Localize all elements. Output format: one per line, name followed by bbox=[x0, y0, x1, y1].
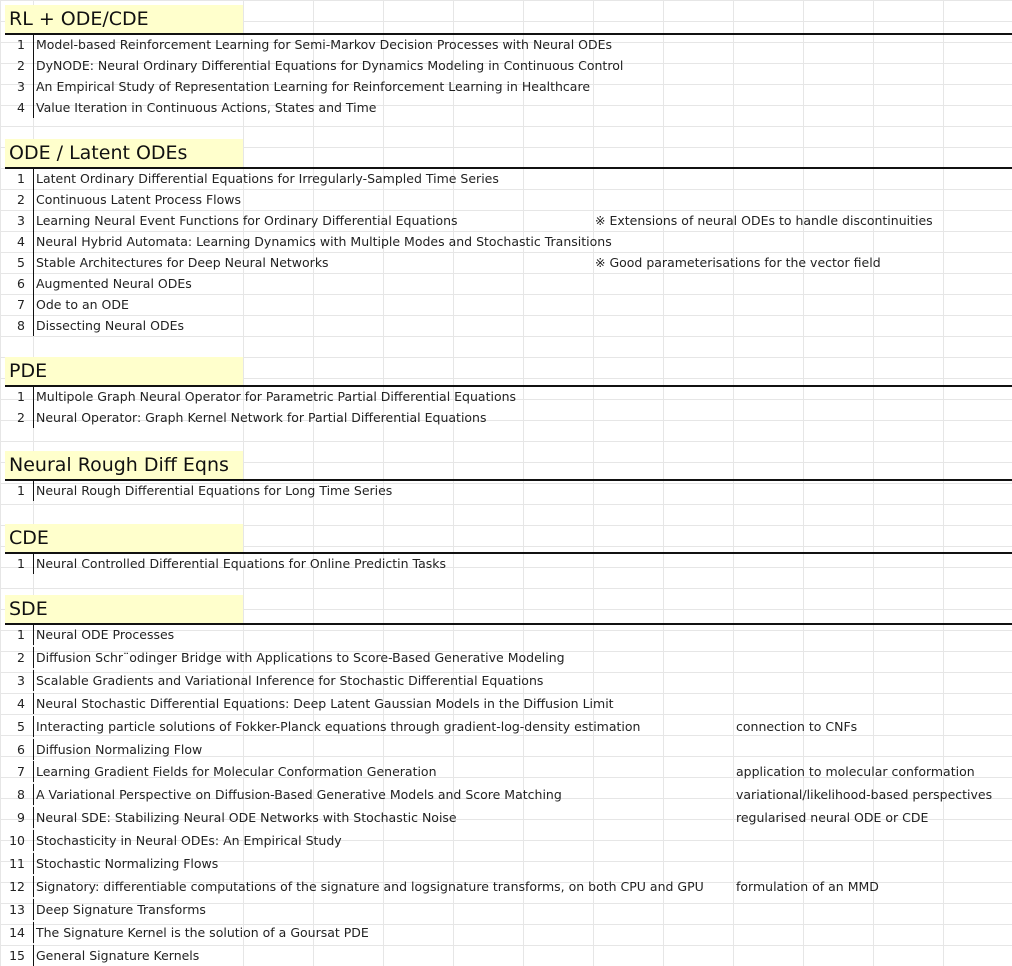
paper-title[interactable]: Neural SDE: Stabilizing Neural ODE Networks with Stochastic Noise bbox=[36, 810, 457, 826]
section-header[interactable]: Neural Rough Diff Eqns bbox=[5, 451, 243, 480]
table-row[interactable] bbox=[0, 386, 1012, 407]
paper-title[interactable]: The Signature Kernel is the solution of a Goursat PDE bbox=[36, 924, 369, 940]
paper-title[interactable]: An Empirical Study of Representation Learning for Reinforcement Learning in Healthcare bbox=[36, 79, 591, 94]
row-divider bbox=[33, 386, 34, 407]
row-divider bbox=[33, 553, 34, 574]
table-row[interactable] bbox=[0, 553, 1012, 574]
row-divider bbox=[33, 294, 34, 315]
paper-title[interactable]: Deep Signature Transforms bbox=[36, 901, 206, 917]
row-divider bbox=[33, 807, 34, 828]
paper-title[interactable]: General Signature Kernels bbox=[36, 947, 200, 963]
section-header[interactable]: CDE bbox=[5, 524, 243, 553]
row-number: 3 bbox=[17, 213, 25, 228]
row-number: 3 bbox=[17, 79, 25, 94]
table-row[interactable] bbox=[0, 853, 1012, 874]
table-row[interactable] bbox=[0, 189, 1012, 210]
paper-note[interactable]: regularised neural ODE or CDE bbox=[736, 810, 929, 826]
row-number: 3 bbox=[17, 672, 25, 688]
paper-note[interactable]: formulation of an MMD bbox=[736, 878, 879, 894]
table-row[interactable] bbox=[0, 76, 1012, 97]
row-divider bbox=[33, 922, 34, 943]
row-divider bbox=[33, 76, 34, 97]
paper-title[interactable]: Neural Rough Differential Equations for Long Time Series bbox=[36, 483, 393, 498]
paper-title[interactable]: Multipole Graph Neural Operator for Parametric Partial Differential Equations bbox=[36, 389, 517, 404]
row-number: 12 bbox=[9, 878, 25, 894]
row-number: 5 bbox=[17, 255, 25, 270]
paper-title[interactable]: Neural ODE Processes bbox=[36, 627, 175, 642]
row-divider bbox=[33, 739, 34, 760]
section-header[interactable]: SDE bbox=[5, 595, 243, 624]
row-divider bbox=[33, 693, 34, 714]
row-number: 8 bbox=[17, 787, 25, 803]
paper-title[interactable]: Diffusion Normalizing Flow bbox=[36, 741, 203, 757]
table-row[interactable] bbox=[0, 480, 1012, 501]
table-row[interactable] bbox=[0, 210, 1012, 231]
row-divider bbox=[33, 210, 34, 231]
row-number: 8 bbox=[17, 318, 25, 333]
row-divider bbox=[33, 252, 34, 273]
row-number: 1 bbox=[17, 483, 25, 498]
table-row[interactable] bbox=[0, 876, 1012, 897]
table-row[interactable] bbox=[0, 55, 1012, 76]
paper-title[interactable]: Scalable Gradients and Variational Inference for Stochastic Differential Equations bbox=[36, 672, 544, 688]
row-number: 4 bbox=[17, 234, 25, 249]
row-divider bbox=[33, 647, 34, 668]
table-row[interactable] bbox=[0, 97, 1012, 118]
paper-note[interactable]: connection to CNFs bbox=[736, 718, 858, 734]
row-divider bbox=[33, 716, 34, 737]
row-divider bbox=[33, 761, 34, 782]
row-divider bbox=[33, 899, 34, 920]
table-row[interactable] bbox=[0, 807, 1012, 828]
row-divider bbox=[33, 784, 34, 805]
row-divider bbox=[33, 876, 34, 897]
paper-title[interactable]: Stochastic Normalizing Flows bbox=[36, 856, 219, 871]
paper-title[interactable]: Learning Neural Event Functions for Ordinary Differential Equations bbox=[36, 213, 458, 228]
row-number: 5 bbox=[17, 718, 25, 734]
row-divider bbox=[33, 315, 34, 336]
row-divider bbox=[33, 624, 34, 645]
paper-title[interactable]: Signatory: differentiable computations of the signature and logsignature transforms, on both CPU and GPU bbox=[36, 878, 704, 894]
row-number: 7 bbox=[17, 297, 25, 312]
paper-title[interactable]: Dissecting Neural ODEs bbox=[36, 318, 184, 333]
row-number: 15 bbox=[9, 947, 25, 963]
paper-title[interactable]: Stable Architectures for Deep Neural Networks bbox=[36, 255, 329, 270]
row-number: 4 bbox=[17, 695, 25, 711]
row-divider bbox=[33, 945, 34, 966]
table-row[interactable] bbox=[0, 647, 1012, 668]
paper-note[interactable]: variational/likelihood-based perspectives bbox=[736, 787, 993, 803]
paper-title[interactable]: Neural Operator: Graph Kernel Network for Partial Differential Equations bbox=[36, 410, 487, 425]
paper-note[interactable]: ※ Extensions of neural ODEs to handle discontinuities bbox=[595, 213, 933, 228]
row-number: 2 bbox=[17, 192, 25, 207]
row-divider bbox=[33, 97, 34, 118]
table-row[interactable] bbox=[0, 273, 1012, 294]
row-divider bbox=[33, 670, 34, 691]
paper-title[interactable]: Diffusion Schr¨odinger Bridge with Applications to Score-Based Generative Modeling bbox=[36, 649, 565, 665]
row-number: 1 bbox=[17, 627, 25, 642]
row-number: 4 bbox=[17, 100, 25, 115]
paper-note[interactable]: ※ Good parameterisations for the vector field bbox=[595, 255, 881, 270]
table-row[interactable] bbox=[0, 739, 1012, 760]
paper-title[interactable]: Neural Hybrid Automata: Learning Dynamics with Multiple Modes and Stochastic Transitions bbox=[36, 234, 612, 249]
row-number: 14 bbox=[9, 924, 25, 940]
paper-title[interactable]: Latent Ordinary Differential Equations for Irregularly-Sampled Time Series bbox=[36, 171, 499, 186]
table-row[interactable] bbox=[0, 922, 1012, 943]
row-number: 10 bbox=[9, 833, 25, 849]
table-row[interactable] bbox=[0, 945, 1012, 966]
row-number: 2 bbox=[17, 410, 25, 425]
row-divider bbox=[33, 34, 34, 55]
row-number: 6 bbox=[17, 276, 25, 291]
table-row[interactable] bbox=[0, 693, 1012, 714]
paper-title[interactable]: DyNODE: Neural Ordinary Differential Equations for Dynamics Modeling in Continuous Control bbox=[36, 58, 624, 73]
row-divider bbox=[33, 168, 34, 189]
row-number: 2 bbox=[17, 649, 25, 665]
row-number: 9 bbox=[17, 810, 25, 826]
row-divider bbox=[33, 853, 34, 874]
row-number: 7 bbox=[17, 764, 25, 780]
row-number: 11 bbox=[9, 856, 25, 871]
table-row[interactable] bbox=[0, 315, 1012, 336]
row-divider bbox=[33, 231, 34, 252]
row-number: 6 bbox=[17, 741, 25, 757]
section-header[interactable]: RL + ODE/CDE bbox=[5, 5, 243, 34]
row-divider bbox=[33, 55, 34, 76]
table-row[interactable] bbox=[0, 231, 1012, 252]
paper-title[interactable]: Augmented Neural ODEs bbox=[36, 276, 192, 291]
table-row[interactable] bbox=[0, 624, 1012, 645]
row-divider bbox=[33, 480, 34, 501]
row-divider bbox=[33, 830, 34, 851]
table-row[interactable] bbox=[0, 670, 1012, 691]
section-header[interactable]: ODE / Latent ODEs bbox=[5, 139, 243, 168]
row-number: 1 bbox=[17, 389, 25, 404]
paper-title[interactable]: A Variational Perspective on Diffusion-Based Generative Models and Score Matching bbox=[36, 787, 562, 803]
table-row[interactable] bbox=[0, 716, 1012, 737]
row-number: 1 bbox=[17, 171, 25, 186]
table-row[interactable] bbox=[0, 407, 1012, 428]
table-row[interactable] bbox=[0, 899, 1012, 920]
table-row[interactable] bbox=[0, 168, 1012, 189]
table-row[interactable] bbox=[0, 784, 1012, 805]
paper-title[interactable]: Value Iteration in Continuous Actions, States and Time bbox=[36, 100, 377, 115]
table-row[interactable] bbox=[0, 761, 1012, 782]
paper-title[interactable]: Learning Gradient Fields for Molecular Conformation Generation bbox=[36, 764, 437, 780]
paper-title[interactable]: Neural Stochastic Differential Equations: Deep Latent Gaussian Models in the Diffusion Limit bbox=[36, 695, 614, 711]
paper-note[interactable]: application to molecular conformation bbox=[736, 764, 975, 780]
row-divider bbox=[33, 189, 34, 210]
table-row[interactable] bbox=[0, 830, 1012, 851]
row-number: 13 bbox=[9, 901, 25, 917]
table-row[interactable] bbox=[0, 294, 1012, 315]
section-header[interactable]: PDE bbox=[5, 357, 243, 386]
paper-title[interactable]: Continuous Latent Process Flows bbox=[36, 192, 242, 207]
paper-title[interactable]: Ode to an ODE bbox=[36, 297, 129, 312]
paper-title[interactable]: Model-based Reinforcement Learning for Semi-Markov Decision Processes with Neural ODEs bbox=[36, 37, 613, 52]
row-number: 1 bbox=[17, 556, 25, 571]
row-number: 2 bbox=[17, 58, 25, 73]
row-divider bbox=[33, 407, 34, 428]
row-divider bbox=[33, 273, 34, 294]
row-number: 1 bbox=[17, 37, 25, 52]
table-row[interactable] bbox=[0, 34, 1012, 55]
table-row[interactable] bbox=[0, 252, 1012, 273]
paper-title[interactable]: Interacting particle solutions of Fokker-Planck equations through gradient-log-density estimation bbox=[36, 718, 641, 734]
paper-title[interactable]: Neural Controlled Differential Equations for Online Predictin Tasks bbox=[36, 556, 447, 571]
paper-title[interactable]: Stochasticity in Neural ODEs: An Empirical Study bbox=[36, 833, 342, 849]
